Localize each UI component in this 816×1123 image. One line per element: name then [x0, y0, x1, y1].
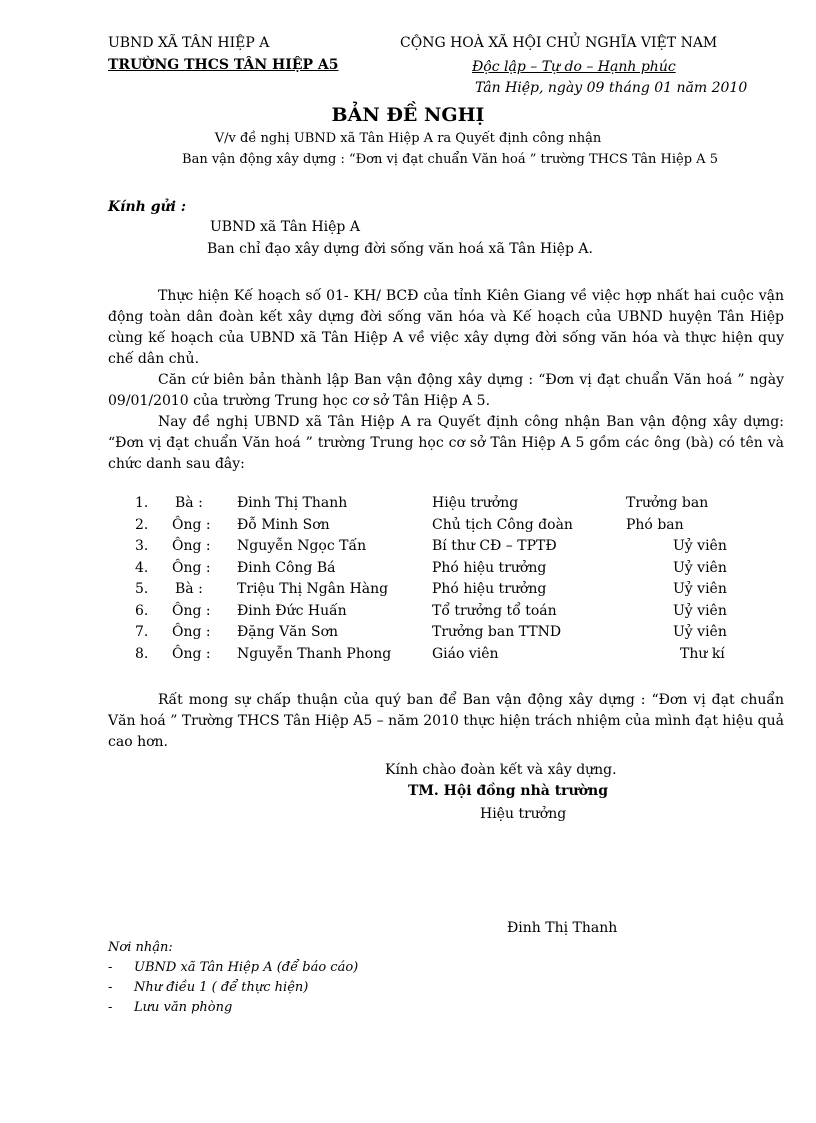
member-number: 4.: [135, 559, 149, 576]
member-number: 3.: [135, 538, 149, 554]
member-number: 7.: [135, 624, 149, 640]
member-title: Ông :: [172, 645, 211, 662]
national-motto: Độc lập – Tự do – Hạnh phúc: [472, 59, 676, 75]
distribution-item: Lưu văn phòng: [134, 1000, 233, 1015]
recipient-1: UBND xã Tân Hiệp A: [210, 219, 360, 235]
member-role: Uỷ viên: [673, 538, 727, 554]
member-name: Đinh Công Bá: [237, 559, 336, 576]
recipient-2: Ban chỉ đạo xây dựng đời sống văn hoá xã Tân Hiệp A.: [207, 241, 593, 257]
document-subject: V/v đề nghị UBND xã Tân Hiệp A ra Quyết định công nhận: [214, 131, 602, 146]
member-name: Đỗ Minh Sơn: [237, 516, 330, 533]
member-role: Uỷ viên: [673, 581, 727, 597]
org-name: UBND XÃ TÂN HIỆP A: [108, 35, 270, 51]
paragraph-2: Căn cứ biên bản thành lập Ban vận động xây dựng : “Đơn vị đạt chuẩn Văn hoá ” ngày 09/01/2010 của trường Trung học cơ sở Tân Hiệp A 5.: [108, 372, 784, 409]
member-number: 2.: [135, 516, 149, 533]
member-position: Tổ trưởng tổ toán: [432, 602, 557, 619]
document-title: BẢN ĐỀ NGHỊ: [331, 104, 485, 126]
member-name: Đinh Thị Thanh: [237, 495, 348, 511]
member-position: Trưởng ban TTND: [432, 624, 562, 640]
bullet-dash: -: [108, 960, 113, 975]
member-role: Trưởng ban: [626, 495, 709, 511]
member-title: Bà :: [175, 495, 203, 511]
document-subject-2: Ban vận động xây dựng : “Đơn vị đạt chuẩn Văn hoá ” trường THCS Tân Hiệp A 5: [182, 152, 718, 167]
council-heading: TM. Hội đồng nhà trường: [408, 783, 609, 799]
bullet-dash: -: [108, 980, 113, 995]
distribution-label: Nơi nhận:: [108, 940, 173, 955]
member-position: Hiệu trưởng: [432, 495, 519, 511]
member-number: 6.: [135, 602, 149, 619]
paragraph-closing: Rất mong sự chấp thuận của quý ban để Ban vận động xây dựng : “Đơn vị đạt chuẩn Văn hoá ” Trường THCS Tân Hiệp A5 – năm 2010 thực hiện trách nhiệm của mình đạt hiệu quả cao hơn.: [108, 692, 784, 750]
member-number: 8.: [135, 645, 149, 662]
closing-greeting: Kính chào đoàn kết và xây dựng.: [385, 762, 617, 778]
principal-title: Hiệu trưởng: [480, 806, 567, 822]
member-role: Uỷ viên: [673, 559, 727, 576]
member-name: Đinh Đức Huấn: [237, 602, 347, 619]
member-number: 1.: [135, 495, 149, 511]
member-title: Ông :: [172, 602, 211, 619]
member-title: Ông :: [172, 516, 211, 533]
paragraph-1: Thực hiện Kế hoạch số 01- KH/ BCĐ của tỉnh Kiên Giang về việc hợp nhất hai cuộc vận động toàn dân đoàn kết xây dựng đời sống văn hóa và Kế hoạch của UBND huyện Tân Hiệp cùng kế hoạch của UBND xã Tân Hiệp A về việc xây dựng đời sống văn hóa và thực hiện quy chế dân chủ.: [108, 288, 784, 367]
bullet-dash: -: [108, 1000, 113, 1015]
signer-name: Đinh Thị Thanh: [507, 920, 618, 936]
member-name: Đặng Văn Sơn: [237, 624, 339, 640]
nation-heading: CỘNG HOÀ XÃ HỘI CHỦ NGHĨA VIỆT NAM: [400, 35, 718, 51]
recipients-label: Kính gửi :: [108, 199, 187, 215]
distribution-item: Như điều 1 ( để thực hiện): [134, 980, 309, 995]
member-position: Chủ tịch Công đoàn: [432, 516, 573, 533]
member-name: Triệu Thị Ngân Hàng: [237, 581, 389, 597]
member-role: Thư kí: [680, 645, 725, 662]
member-number: 5.: [135, 581, 149, 597]
member-role: Phó ban: [626, 516, 684, 533]
document-date: Tân Hiệp, ngày 09 tháng 01 năm 2010: [475, 80, 748, 96]
member-title: Bà :: [175, 581, 203, 597]
member-position: Phó hiệu trưởng: [432, 581, 547, 597]
member-position: Giáo viên: [432, 645, 499, 662]
member-role: Uỷ viên: [673, 602, 727, 619]
paragraph-3: Nay đề nghị UBND xã Tân Hiệp A ra Quyết định công nhận Ban vận động xây dựng: “Đơn vị đạt chuẩn Văn hoá ” trường Trung học cơ sở Tân Hiệp A 5 gồm các ông (bà) có tên và chức danh sau đây:: [108, 414, 784, 472]
member-name: Nguyễn Thanh Phong: [237, 645, 392, 662]
member-title: Ông :: [172, 538, 211, 554]
member-position: Bí thư CĐ – TPTĐ: [432, 538, 557, 554]
member-position: Phó hiệu trưởng: [432, 559, 547, 576]
member-title: Ông :: [172, 624, 211, 640]
distribution-item: UBND xã Tân Hiệp A (để báo cáo): [134, 960, 359, 975]
member-title: Ông :: [172, 559, 211, 576]
member-name: Nguyễn Ngọc Tấn: [237, 538, 367, 554]
member-role: Uỷ viên: [673, 624, 727, 640]
school-name: TRƯỜNG THCS TÂN HIỆP A5: [108, 57, 339, 73]
